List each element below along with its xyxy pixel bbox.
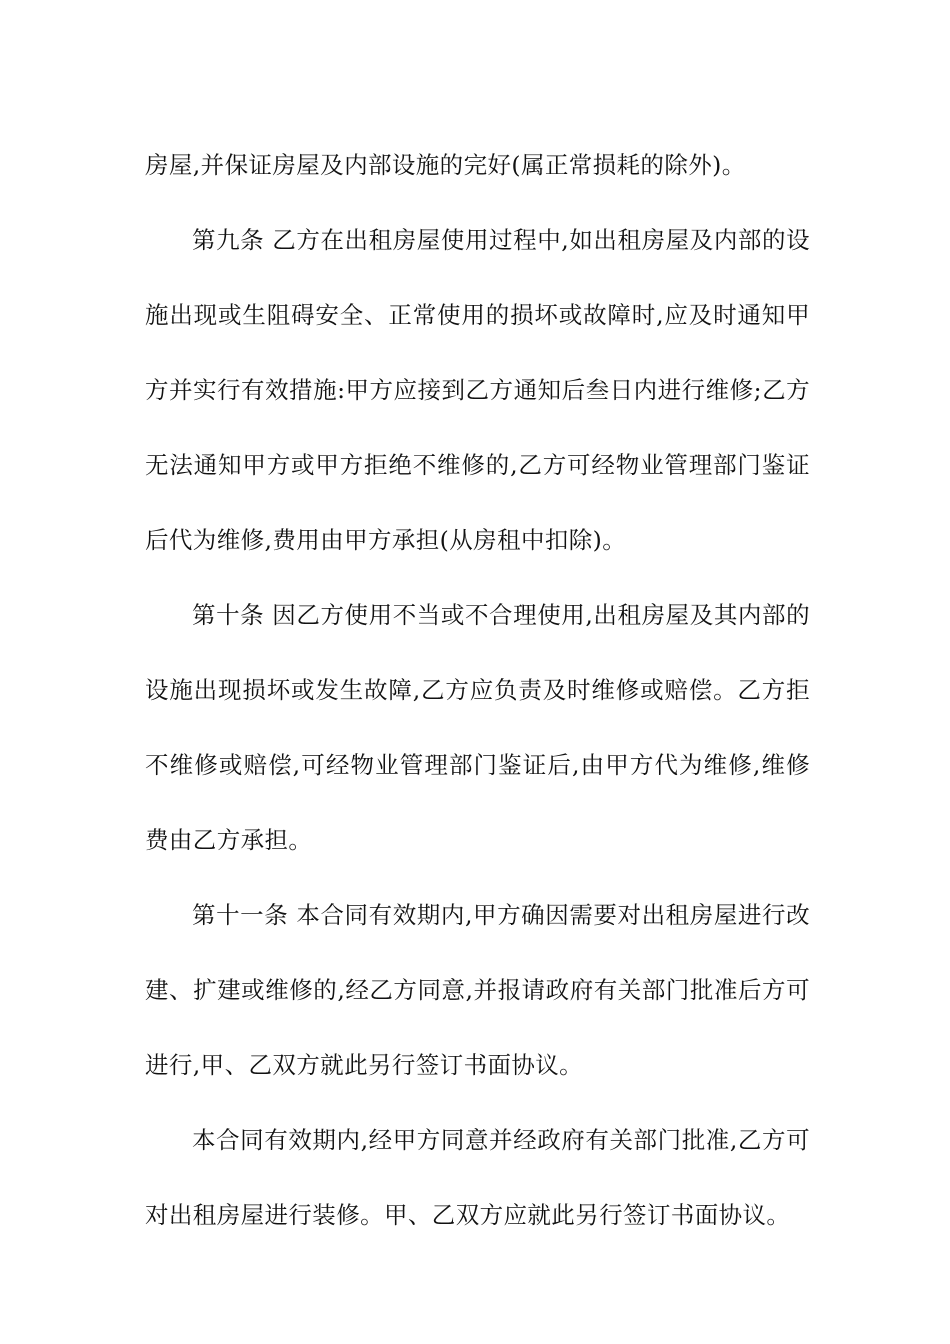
paragraph-article-9: 第九条 乙方在出租房屋使用过程中,如出租房屋及内部的设施出现或生阻碍安全、正常使用的损坏或故障时,应及时通知甲方并实行有效措施:甲方应接到乙方通知后叁日内进行维修;乙方无法通知甲方或甲方拒绝不维修的,乙方可经物业管理部门鉴证后代为维修,费用由甲方承担(从房租中扣除)。 [145, 226, 810, 554]
paragraph-renovation: 本合同有效期内,经甲方同意并经政府有关部门批准,乙方可对出租房屋进行装修。甲、乙双方应就此另行签订书面协议。 [145, 1126, 810, 1229]
paragraph-article-10: 第十条 因乙方使用不当或不合理使用,出租房屋及其内部的设施出现损坏或发生故障,乙方应负责及时维修或赔偿。乙方拒不维修或赔偿,可经物业管理部门鉴证后,由甲方代为维修,维修费由乙方承担。 [145, 601, 810, 854]
paragraph-article-11: 第十一条 本合同有效期内,甲方确因需要对出租房屋进行改建、扩建或维修的,经乙方同意,并报请政府有关部门批准后方可进行,甲、乙双方就此另行签订书面协议。 [145, 901, 810, 1079]
paragraph-continued: 房屋,并保证房屋及内部设施的完好(属正常损耗的除外)。 [145, 151, 746, 179]
document-body [145, 128, 810, 1253]
